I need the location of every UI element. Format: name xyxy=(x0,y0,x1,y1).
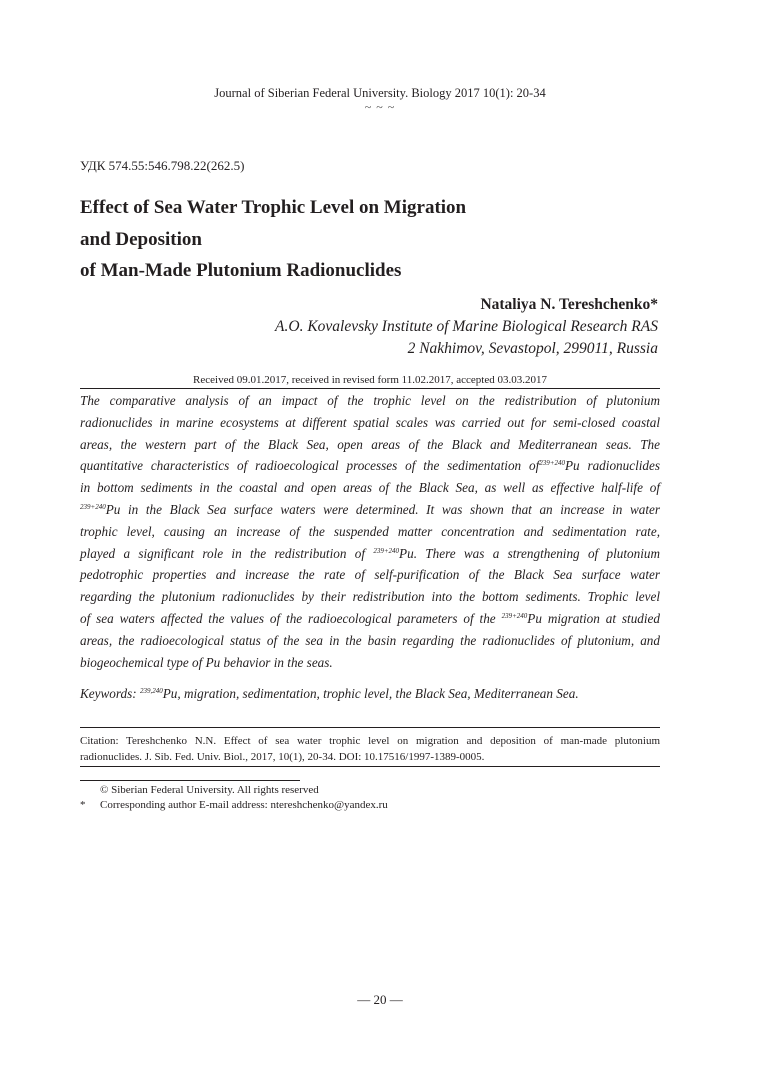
affiliation-address: 2 Nakhimov, Sevastopol, 299011, Russia xyxy=(407,340,658,357)
keywords-text: Pu, migration, sedimentation, trophic level, the Black Sea, Mediterranean Sea. xyxy=(162,686,579,701)
abstract-line xyxy=(80,499,660,521)
citation-bottom-rule xyxy=(80,766,660,767)
abstract-line: in bottom sediments in the coastal and open areas of the Black Sea, as well as effective half-life of xyxy=(80,480,660,496)
abstract-top-rule xyxy=(80,388,660,389)
udk-code: УДК 574.55:546.798.22(262.5) xyxy=(80,158,245,173)
received-dates: Received 09.01.2017, received in revised form 11.02.2017, accepted 03.03.2017 xyxy=(193,374,547,386)
abstract-text: Pu in the Black Sea surface waters were determined. It was shown that an increase in water xyxy=(105,501,660,517)
abstract-text: of sea waters affected the values of the radioecological parameters of the xyxy=(80,610,496,626)
abstract xyxy=(80,390,660,673)
abstract-line: pedotrophic properties and increase the rate of self-purification of the Black Sea surface water xyxy=(80,567,660,583)
author-affiliation xyxy=(275,316,658,360)
page-number: — 20 — xyxy=(357,992,403,1007)
abstract-line: trophic level, causing an increase of the suspended matter concentration and sedimentation rate, xyxy=(80,523,660,539)
header-separator: ~ ~ ~ xyxy=(364,100,396,114)
isotope-superscript: 239+240 xyxy=(80,502,106,511)
abstract-text: Pu. There was a strengthening of plutonium xyxy=(399,545,660,561)
abstract-line xyxy=(80,608,660,630)
footnote-rule xyxy=(80,780,300,781)
keywords xyxy=(80,686,660,702)
keywords-label: Keywords: xyxy=(80,686,137,701)
abstract-line xyxy=(80,455,660,477)
author-name: Nataliya N. Tereshchenko* xyxy=(480,296,658,313)
abstract-text: Pu migration at studied xyxy=(527,610,660,626)
corresponding-text: Corresponding author E-mail address: ntereshchenko@yandex.ru xyxy=(100,799,388,811)
abstract-line: areas, the western part of the Black Sea, open areas of the Black and Mediterranean seas. The xyxy=(80,436,660,452)
citation-line: radionuclides. J. Sib. Fed. Univ. Biol., 2017, 10(1), 20-34. DOI: 10.17516/1997-1389-0005. xyxy=(80,750,485,763)
footnote-corresponding xyxy=(80,799,388,811)
abstract-line: regarding the plutonium radionuclides by their redistribution into the bottom sediments. Trophic level xyxy=(80,589,660,605)
footnote-star: * xyxy=(80,799,86,811)
abstract-line xyxy=(80,543,660,565)
title-line: Effect of Sea Water Trophic Level on Migration xyxy=(80,197,467,218)
isotope-superscript: 239+240 xyxy=(539,459,565,468)
isotope-superscript: 239+240 xyxy=(501,611,528,620)
citation-top-rule xyxy=(80,727,660,728)
citation-line: Citation: Tereshchenko N.N. Effect of sea water trophic level on migration and deposition of man-made plutonium xyxy=(80,735,660,747)
abstract-line: The comparative analysis of an impact of the trophic level on the redistribution of plutonium xyxy=(80,393,660,408)
paper-title xyxy=(80,192,640,287)
title-line: of Man-Made Plutonium Radionuclides xyxy=(80,260,402,281)
abstract-line: radionuclides in marine ecosystems at different spatial scales was carried out for semi-closed coastal xyxy=(80,414,660,430)
copyright-text: © Siberian Federal University. All rights reserved xyxy=(100,784,319,796)
abstract-text: quantitative characteristics of radioecological processes of the sedimentation of xyxy=(80,458,540,474)
abstract-text: played a significant role in the redistribution of xyxy=(80,545,365,561)
title-line: and Deposition xyxy=(80,228,202,250)
isotope-superscript: 239+240 xyxy=(373,546,400,555)
footnote-copyright xyxy=(80,784,319,796)
citation xyxy=(80,734,660,765)
abstract-text: Pu radionuclides xyxy=(564,458,660,474)
abstract-line: biogeochemical type of Pu behavior in the seas. xyxy=(80,654,333,670)
isotope-superscript: 239,240 xyxy=(139,687,163,695)
affiliation-institute: A.O. Kovalevsky Institute of Marine Biological Research RAS xyxy=(275,318,658,335)
abstract-line: areas, the radioecological status of the sea in the basin regarding the radionuclides of plutonium, and xyxy=(80,632,660,648)
journal-header: Journal of Siberian Federal University. Biology 2017 10(1): 20-34 xyxy=(214,86,546,100)
